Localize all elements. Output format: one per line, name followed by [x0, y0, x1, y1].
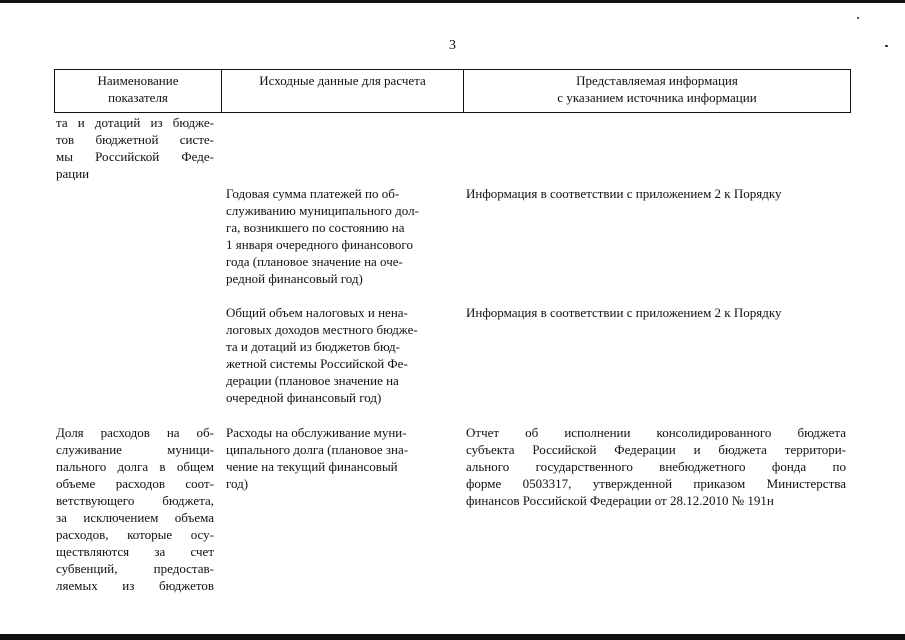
text-line: 1 января очередного финансового [226, 237, 413, 252]
text-line: служиванию муниципального дол- [226, 203, 419, 218]
text-line: Информация в соответствии с приложением 2 к Порядку [466, 186, 782, 201]
text-line: ципального долга (плановое зна- [226, 442, 409, 457]
text-line: Доля расходов на об- [56, 425, 214, 440]
indicator-continuation [56, 114, 214, 182]
text-line: Расходы на обслуживание муни- [226, 425, 407, 440]
text-line: форме 0503317, утвержденной приказом Министерства [466, 476, 846, 491]
text-line: ветствующего бюджета, [56, 493, 214, 508]
text-line: Информация в соответствии с приложением 2 к Порядку [466, 305, 782, 320]
header-indicator-name [55, 70, 222, 112]
info-source-cell [466, 185, 846, 202]
input-data-cell [226, 424, 462, 492]
page-number: 3 [449, 38, 456, 53]
scan-edge-top [0, 0, 905, 3]
info-source-cell [466, 424, 846, 509]
header-line: Наименование [97, 73, 179, 88]
text-line: субвенций, предостав- [56, 561, 214, 576]
text-line: дерации (плановое значение на [226, 373, 399, 388]
header-line: с указанием источника информации [557, 90, 757, 105]
text-line: пального долга в общем [56, 459, 214, 474]
text-line: мы Российской Феде- [56, 149, 214, 164]
text-line: объеме расходов соот- [56, 476, 214, 491]
input-data-cell [226, 304, 462, 406]
text-line: финансов Российской Федерации от 28.12.2010 № 191н [466, 493, 774, 508]
scan-speck [857, 17, 859, 19]
text-line: за исключением объема [56, 510, 214, 525]
header-info-source [464, 70, 850, 112]
input-data-cell [226, 185, 462, 287]
text-line: ляемых из бюджетов [56, 578, 214, 593]
text-line: год) [226, 476, 249, 491]
text-line: Отчет об исполнении консолидированного бюджета [466, 425, 846, 440]
text-line: года (плановое значение на оче- [226, 254, 403, 269]
text-line: га, возникшего по состоянию на [226, 220, 405, 235]
text-line: Общий объем налоговых и нена- [226, 305, 408, 320]
text-line: та и дотаций из бюдже- [56, 115, 214, 130]
text-line: логовых доходов местного бюдже- [226, 322, 418, 337]
text-line: рации [56, 166, 90, 181]
text-line: субъекта Российской Федерации и бюджета территори- [466, 442, 846, 457]
text-line: жетной системы Российской Фе- [226, 356, 408, 371]
scan-edge-bottom [0, 634, 905, 640]
text-line: Годовая сумма платежей по об- [226, 186, 400, 201]
header-line: Исходные данные для расчета [259, 73, 426, 88]
header-line: Представляемая информация [576, 73, 738, 88]
table-header [54, 69, 851, 113]
text-line: тов бюджетной систе- [56, 132, 214, 147]
header-line: показателя [108, 90, 168, 105]
text-line: ального государственного внебюджетного фонда по [466, 459, 846, 474]
indicator-name-cell [56, 424, 214, 594]
text-line: редной финансовый год) [226, 271, 363, 286]
text-line: та и дотаций из бюджетов бюд- [226, 339, 400, 354]
text-line: расходов, которые осу- [56, 527, 214, 542]
text-line: служивание муници- [56, 442, 214, 457]
text-line: ществляются за счет [56, 544, 214, 559]
header-source-data [222, 70, 464, 112]
text-line: очередной финансовый год) [226, 390, 382, 405]
text-line: чение на текущий финансовый [226, 459, 398, 474]
info-source-cell [466, 304, 846, 321]
